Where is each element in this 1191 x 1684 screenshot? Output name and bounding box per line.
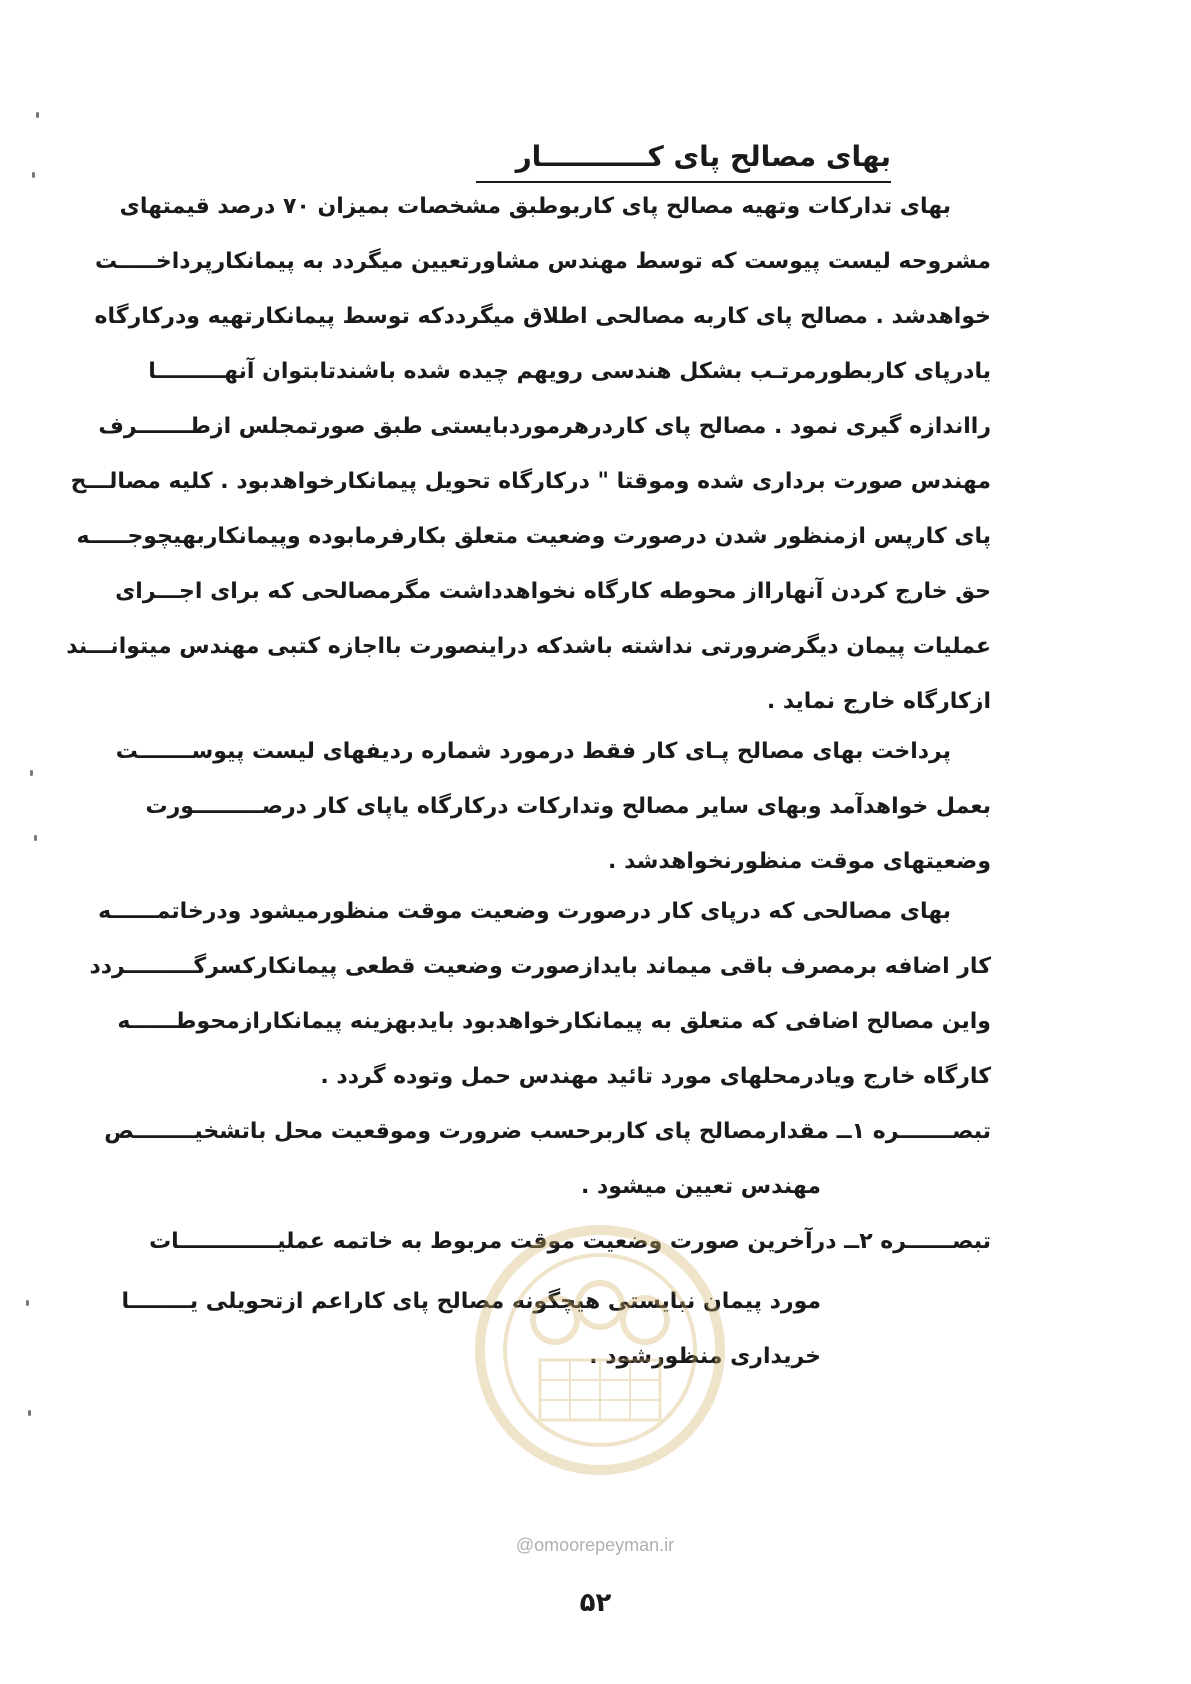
paragraph-1-line-7: پای کارپس ازمنظور شدن درصورت وضعیت متعلق بکارفرمابوده وپیمانکاربهیچوجـــــه <box>76 524 991 549</box>
note-2-line-1: تبصــــــره ۲ــ درآخرین صورت وضعیت موقت مربوط به خاتمه عملیـــــــــــــات <box>149 1229 991 1254</box>
emblem-watermark-icon <box>470 1200 730 1500</box>
section-title: بهای مصالح پای کـــــــــــار <box>476 140 891 183</box>
paragraph-2-line-3: وضعیتهای موقت منظورنخواهدشد . <box>608 849 991 874</box>
paragraph-1-line-10: ازکارگاه خارج نماید . <box>766 689 991 714</box>
paragraph-1-line-5: رااندازه گیری نمود . مصالح پای کاردرهرموردبایستی طبق صورتمجلس ازطـــــــرف <box>98 414 991 439</box>
paragraph-3-line-2: کار اضافه برمصرف باقی میماند بایدازصورت وضعیت قطعی پیمانکارکسرگـــــــــردد <box>89 954 991 979</box>
scan-speck <box>36 112 39 118</box>
page-number: ۵۲ <box>579 1588 612 1618</box>
paragraph-1-line-3: خواهدشد . مصالح پای کاربه مصالحی اطلاق میگرددکه توسط پیمانکارتهیه ودرکارگاه <box>94 304 991 329</box>
note-2-line-3: خریداری منظورشود . <box>589 1344 821 1369</box>
scan-speck <box>28 1410 31 1416</box>
paragraph-3-line-4: کارگاه خارج ویادرمحلهای مورد تائید مهندس حمل وتوده گردد . <box>320 1064 991 1089</box>
note-1-line-2: مهندس تعیین میشود . <box>580 1174 821 1199</box>
paragraph-3-line-3: واین مصالح اضافی که متعلق به پیمانکارخواهدبود بایدبهزینه پیمانکارازمحوطــــــه <box>117 1009 991 1034</box>
scan-speck <box>26 1300 29 1306</box>
paragraph-1-line-6: مهندس صورت برداری شده وموقتا " درکارگاه تحویل پیمانکارخواهدبود . کلیه مصالـــح <box>70 469 991 494</box>
note-2-line-2: مورد پیمان نبایستی هیچگونه مصالح پای کاراعم ازتحویلی یــــــــا <box>121 1289 821 1314</box>
scan-speck <box>30 770 33 776</box>
paragraph-2-line-2: بعمل خواهدآمد وبهای سایر مصالح وتدارکات درکارگاه یاپای کار درصـــــــــورت <box>145 794 991 819</box>
scan-speck <box>32 172 35 178</box>
paragraph-1-line-9: عملیات پیمان دیگرضرورتی نداشته باشدکه دراینصورت بااجازه کتبی مهندس میتوانـــند <box>66 634 991 659</box>
paragraph-1-line-1: بهای تدارکات وتهیه مصالح پای کاربوطبق مشخصات بمیزان ۷۰ درصد قیمتهای <box>119 194 951 219</box>
paragraph-3-line-1: بهای مصالحی که درپای کار درصورت وضعیت موقت منظورمیشود ودرخاتمــــــه <box>98 899 951 924</box>
watermark-url: @omoorepeyman.ir <box>515 1535 675 1555</box>
paragraph-1-line-4: یادرپای کاربطورمرتـب بشکل هندسی رویهم چیده شده باشندتابتوان آنهـــــــــا <box>148 359 991 384</box>
paragraph-1-line-8: حق خارج کردن آنهارااز محوطه کارگاه نخواهدداشت مگرمصالحی که برای اجـــرای <box>115 579 991 604</box>
paragraph-2-line-1: پرداخت بهای مصالح پـای کار فقط درمورد شماره ردیفهای لیست پیوســـــــت <box>115 739 951 764</box>
scan-speck <box>34 835 37 841</box>
note-1-line-1: تبصـــــــره ۱ــ مقدارمصالح پای کاربرحسب ضرورت وموقعیت محل باتشخیــــــــص <box>104 1119 991 1144</box>
paragraph-1-line-2: مشروحه لیست پیوست که توسط مهندس مشاورتعیین میگردد به پیمانکارپرداخـــــت <box>94 249 991 274</box>
